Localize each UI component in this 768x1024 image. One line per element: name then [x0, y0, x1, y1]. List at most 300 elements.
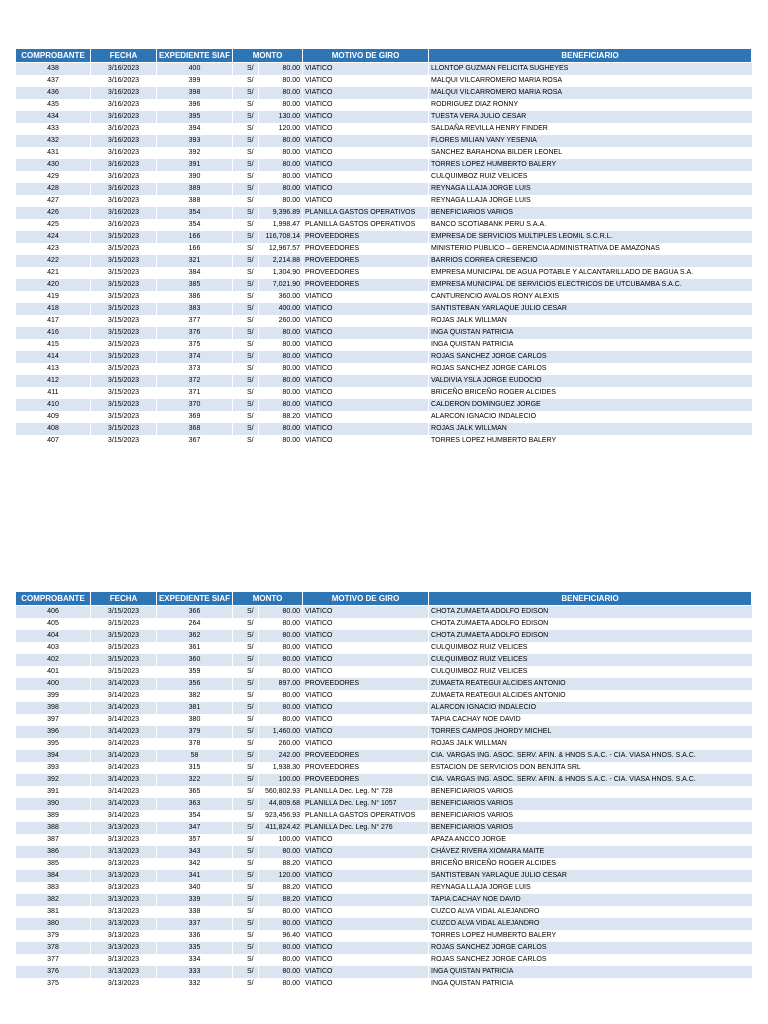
expediente-cell: 354 — [157, 810, 233, 822]
beneficiario-cell: REYNAGA LLAJA JORGE LUIS — [429, 882, 752, 894]
expediente-cell: 335 — [157, 942, 233, 954]
monto-cell: 9,396.89 — [259, 207, 303, 219]
comprobante-cell: 403 — [16, 642, 91, 654]
currency-cell: S/ — [233, 375, 259, 387]
expediente-cell: 374 — [157, 351, 233, 363]
monto-cell: 260.00 — [259, 315, 303, 327]
currency-cell: S/ — [233, 678, 259, 690]
monto-cell: 80.00 — [259, 75, 303, 87]
fecha-cell: 3/15/2023 — [91, 411, 157, 423]
motivo-cell: PROVEEDORES — [303, 231, 429, 243]
fecha-cell: 3/15/2023 — [91, 267, 157, 279]
fecha-cell: 3/13/2023 — [91, 870, 157, 882]
monto-cell: 1,998.47 — [259, 219, 303, 231]
expediente-cell: 354 — [157, 207, 233, 219]
fecha-cell: 3/16/2023 — [91, 99, 157, 111]
monto-cell: 260.00 — [259, 738, 303, 750]
currency-cell: S/ — [233, 195, 259, 207]
motivo-cell: VIATICO — [303, 75, 429, 87]
fecha-cell: 3/15/2023 — [91, 243, 157, 255]
table-row — [16, 159, 752, 171]
motivo-cell: VIATICO — [303, 111, 429, 123]
table-header-row — [16, 592, 752, 606]
table-row — [16, 906, 752, 918]
table-header-row — [16, 49, 752, 63]
table-row — [16, 147, 752, 159]
currency-cell: S/ — [233, 339, 259, 351]
comprobante-cell: 400 — [16, 678, 91, 690]
motivo-cell: PROVEEDORES — [303, 279, 429, 291]
comprobante-cell: 431 — [16, 147, 91, 159]
beneficiario-cell: MINISTERIO PUBLICO – GERENCIA ADMINISTRATIVA DE AMAZONAS — [429, 243, 752, 255]
table-row — [16, 231, 752, 243]
comprobante-cell: 424 — [16, 231, 91, 243]
comprobante-cell: 393 — [16, 762, 91, 774]
table-row — [16, 942, 752, 954]
beneficiario-cell: INGA QUISTAN PATRICIA — [429, 966, 752, 978]
expediente-cell: 343 — [157, 846, 233, 858]
comprobante-cell: 387 — [16, 834, 91, 846]
currency-cell: S/ — [233, 630, 259, 642]
table-row — [16, 618, 752, 630]
beneficiario-cell: BANCO SCOTIABANK PERU S.A.A. — [429, 219, 752, 231]
expediente-cell: 382 — [157, 690, 233, 702]
currency-cell: S/ — [233, 690, 259, 702]
table-row — [16, 762, 752, 774]
currency-cell: S/ — [233, 882, 259, 894]
monto-cell: 80.00 — [259, 327, 303, 339]
motivo-cell: VIATICO — [303, 315, 429, 327]
expediente-cell: 366 — [157, 606, 233, 619]
currency-cell: S/ — [233, 207, 259, 219]
monto-cell: 80.00 — [259, 630, 303, 642]
currency-cell: S/ — [233, 219, 259, 231]
fecha-cell: 3/13/2023 — [91, 822, 157, 834]
monto-cell: 897.00 — [259, 678, 303, 690]
fecha-cell: 3/13/2023 — [91, 918, 157, 930]
fecha-cell: 3/15/2023 — [91, 339, 157, 351]
fecha-cell: 3/15/2023 — [91, 606, 157, 619]
comprobante-cell: 406 — [16, 606, 91, 619]
motivo-cell: VIATICO — [303, 702, 429, 714]
expediente-cell: 321 — [157, 255, 233, 267]
table-row — [16, 243, 752, 255]
comprobante-cell: 382 — [16, 894, 91, 906]
col-beneficiario-header: BENEFICIARIO — [429, 49, 752, 63]
table-row — [16, 966, 752, 978]
comprobante-cell: 419 — [16, 291, 91, 303]
motivo-cell: VIATICO — [303, 423, 429, 435]
beneficiario-cell: EMPRESA DE SERVICIOS MULTIPLES LEOMIL S.C.R.L. — [429, 231, 752, 243]
monto-cell: 80.00 — [259, 702, 303, 714]
beneficiario-cell: CULQUIMBOZ RUIZ VELICES — [429, 642, 752, 654]
expediente-cell: 166 — [157, 231, 233, 243]
expediente-cell: 359 — [157, 666, 233, 678]
expediente-cell: 356 — [157, 678, 233, 690]
expediente-cell: 370 — [157, 399, 233, 411]
motivo-cell: VIATICO — [303, 954, 429, 966]
comprobante-cell: 397 — [16, 714, 91, 726]
fecha-cell: 3/14/2023 — [91, 738, 157, 750]
fecha-cell: 3/16/2023 — [91, 219, 157, 231]
giros-table-1 — [15, 48, 752, 447]
monto-cell: 80.00 — [259, 99, 303, 111]
table-row — [16, 207, 752, 219]
motivo-cell: PLANILLA Dec. Leg. N° 728 — [303, 786, 429, 798]
fecha-cell: 3/15/2023 — [91, 291, 157, 303]
beneficiario-cell: INGA QUISTAN PATRICIA — [429, 978, 752, 990]
comprobante-cell: 414 — [16, 351, 91, 363]
fecha-cell: 3/14/2023 — [91, 774, 157, 786]
currency-cell: S/ — [233, 435, 259, 447]
monto-cell: 80.00 — [259, 171, 303, 183]
table-row — [16, 135, 752, 147]
fecha-cell: 3/13/2023 — [91, 846, 157, 858]
monto-cell: 44,809.68 — [259, 798, 303, 810]
expediente-cell: 354 — [157, 219, 233, 231]
monto-cell: 1,460.00 — [259, 726, 303, 738]
comprobante-cell: 425 — [16, 219, 91, 231]
currency-cell: S/ — [233, 243, 259, 255]
beneficiario-cell: CALDERON DOMINGUEZ JORGE — [429, 399, 752, 411]
motivo-cell: VIATICO — [303, 183, 429, 195]
fecha-cell: 3/14/2023 — [91, 750, 157, 762]
currency-cell: S/ — [233, 111, 259, 123]
currency-cell: S/ — [233, 942, 259, 954]
currency-cell: S/ — [233, 966, 259, 978]
motivo-cell: PLANILLA Dec. Leg. N° 276 — [303, 822, 429, 834]
table-row — [16, 738, 752, 750]
currency-cell: S/ — [233, 834, 259, 846]
table-row — [16, 666, 752, 678]
monto-cell: 80.00 — [259, 942, 303, 954]
beneficiario-cell: LLONTOP GUZMAN FELICITA SUGHEYES — [429, 63, 752, 76]
motivo-cell: VIATICO — [303, 918, 429, 930]
fecha-cell: 3/15/2023 — [91, 399, 157, 411]
expediente-cell: 166 — [157, 243, 233, 255]
beneficiario-cell: APAZA ANCCO JORGE — [429, 834, 752, 846]
table-row — [16, 219, 752, 231]
comprobante-cell: 404 — [16, 630, 91, 642]
motivo-cell: PROVEEDORES — [303, 678, 429, 690]
fecha-cell: 3/16/2023 — [91, 135, 157, 147]
expediente-cell: 390 — [157, 171, 233, 183]
expediente-cell: 383 — [157, 303, 233, 315]
table-row — [16, 978, 752, 990]
comprobante-cell: 421 — [16, 267, 91, 279]
table-row — [16, 303, 752, 315]
fecha-cell: 3/15/2023 — [91, 279, 157, 291]
beneficiario-cell: MALQUI VILCARROMERO MARIA ROSA — [429, 75, 752, 87]
comprobante-cell: 409 — [16, 411, 91, 423]
comprobante-cell: 422 — [16, 255, 91, 267]
fecha-cell: 3/16/2023 — [91, 195, 157, 207]
col-comprobante-header: COMPROBANTE — [16, 592, 91, 606]
monto-cell: 1,304.90 — [259, 267, 303, 279]
table-row — [16, 375, 752, 387]
comprobante-cell: 437 — [16, 75, 91, 87]
beneficiario-cell: BENEFICIARIOS VARIOS — [429, 822, 752, 834]
comprobante-cell: 381 — [16, 906, 91, 918]
comprobante-cell: 377 — [16, 954, 91, 966]
motivo-cell: VIATICO — [303, 654, 429, 666]
fecha-cell: 3/15/2023 — [91, 327, 157, 339]
motivo-cell: VIATICO — [303, 195, 429, 207]
table-row — [16, 87, 752, 99]
motivo-cell: VIATICO — [303, 87, 429, 99]
expediente-cell: 386 — [157, 291, 233, 303]
monto-cell: 120.00 — [259, 123, 303, 135]
expediente-cell: 333 — [157, 966, 233, 978]
beneficiario-cell: CIA. VARGAS ING. ASOC. SERV. AFIN. & HNOS S.A.C. - CIA. VIASA HNOS. S.A.C. — [429, 750, 752, 762]
currency-cell: S/ — [233, 762, 259, 774]
comprobante-cell: 413 — [16, 363, 91, 375]
beneficiario-cell: EMPRESA MUNICIPAL DE SERVICIOS ELECTRICOS DE UTCUBAMBA S.A.C. — [429, 279, 752, 291]
monto-cell: 80.00 — [259, 351, 303, 363]
monto-cell: 80.00 — [259, 918, 303, 930]
currency-cell: S/ — [233, 75, 259, 87]
motivo-cell: VIATICO — [303, 303, 429, 315]
table-body — [16, 63, 752, 448]
expediente-cell: 380 — [157, 714, 233, 726]
expediente-cell: 58 — [157, 750, 233, 762]
monto-cell: 80.00 — [259, 87, 303, 99]
currency-cell: S/ — [233, 87, 259, 99]
comprobante-cell: 399 — [16, 690, 91, 702]
comprobante-cell: 417 — [16, 315, 91, 327]
comprobante-cell: 398 — [16, 702, 91, 714]
expediente-cell: 341 — [157, 870, 233, 882]
currency-cell: S/ — [233, 183, 259, 195]
beneficiario-cell: ROJAS JALK WILLMAN — [429, 738, 752, 750]
motivo-cell: VIATICO — [303, 738, 429, 750]
table-row — [16, 630, 752, 642]
currency-cell: S/ — [233, 411, 259, 423]
motivo-cell: VIATICO — [303, 99, 429, 111]
beneficiario-cell: CUZCO ALVA VIDAL ALEJANDRO — [429, 906, 752, 918]
beneficiario-cell: ROJAS JALK WILLMAN — [429, 423, 752, 435]
currency-cell: S/ — [233, 147, 259, 159]
currency-cell: S/ — [233, 618, 259, 630]
fecha-cell: 3/13/2023 — [91, 858, 157, 870]
fecha-cell: 3/15/2023 — [91, 363, 157, 375]
currency-cell: S/ — [233, 606, 259, 619]
beneficiario-cell: BENEFICIARIOS VARIOS — [429, 798, 752, 810]
expediente-cell: 384 — [157, 267, 233, 279]
col-fecha-header: FECHA — [91, 592, 157, 606]
monto-cell: 80.00 — [259, 147, 303, 159]
comprobante-cell: 386 — [16, 846, 91, 858]
motivo-cell: VIATICO — [303, 291, 429, 303]
expediente-cell: 362 — [157, 630, 233, 642]
monto-cell: 1,938.30 — [259, 762, 303, 774]
comprobante-cell: 412 — [16, 375, 91, 387]
motivo-cell: VIATICO — [303, 363, 429, 375]
currency-cell: S/ — [233, 846, 259, 858]
beneficiario-cell: SANTISTEBAN YARLAQUE JULIO CESAR — [429, 870, 752, 882]
comprobante-cell: 384 — [16, 870, 91, 882]
beneficiario-cell: TAPIA CACHAY NOE DAVID — [429, 894, 752, 906]
monto-cell: 80.00 — [259, 63, 303, 76]
monto-cell: 96.40 — [259, 930, 303, 942]
expediente-cell: 264 — [157, 618, 233, 630]
beneficiario-cell: TORRES LOPEZ HUMBERTO BALERY — [429, 159, 752, 171]
comprobante-cell: 390 — [16, 798, 91, 810]
table-row — [16, 918, 752, 930]
table-row — [16, 954, 752, 966]
comprobante-cell: 426 — [16, 207, 91, 219]
table-row — [16, 111, 752, 123]
fecha-cell: 3/16/2023 — [91, 207, 157, 219]
table-row — [16, 99, 752, 111]
comprobante-cell: 407 — [16, 435, 91, 447]
expediente-cell: 376 — [157, 327, 233, 339]
beneficiario-cell: CULQUIMBOZ RUIZ VELICES — [429, 666, 752, 678]
beneficiario-cell: TORRES CAMPOS JHORDY MICHEL — [429, 726, 752, 738]
expediente-cell: 368 — [157, 423, 233, 435]
fecha-cell: 3/15/2023 — [91, 231, 157, 243]
monto-cell: 80.00 — [259, 906, 303, 918]
currency-cell: S/ — [233, 858, 259, 870]
beneficiario-cell: TAPIA CACHAY NOE DAVID — [429, 714, 752, 726]
comprobante-cell: 375 — [16, 978, 91, 990]
motivo-cell: PROVEEDORES — [303, 267, 429, 279]
monto-cell: 100.00 — [259, 774, 303, 786]
monto-cell: 80.00 — [259, 618, 303, 630]
table-row — [16, 195, 752, 207]
comprobante-cell: 416 — [16, 327, 91, 339]
monto-cell: 80.00 — [259, 159, 303, 171]
table-row — [16, 267, 752, 279]
currency-cell: S/ — [233, 135, 259, 147]
currency-cell: S/ — [233, 918, 259, 930]
beneficiario-cell: CHÁVEZ RIVERA XIOMARA MAITE — [429, 846, 752, 858]
beneficiario-cell: CHOTA ZUMAETA ADOLFO EDISON — [429, 630, 752, 642]
currency-cell: S/ — [233, 123, 259, 135]
motivo-cell: VIATICO — [303, 606, 429, 619]
comprobante-cell: 435 — [16, 99, 91, 111]
monto-cell: 400.00 — [259, 303, 303, 315]
table-row — [16, 642, 752, 654]
motivo-cell: VIATICO — [303, 906, 429, 918]
expediente-cell: 340 — [157, 882, 233, 894]
monto-cell: 88.20 — [259, 858, 303, 870]
monto-cell: 80.00 — [259, 363, 303, 375]
expediente-cell: 388 — [157, 195, 233, 207]
comprobante-cell: 411 — [16, 387, 91, 399]
beneficiario-cell: BRICEÑO BRICEÑO ROGER ALCIDES — [429, 387, 752, 399]
beneficiario-cell: EMPRESA MUNICIPAL DE AGUA POTABLE Y ALCANTARILLADO DE BAGUA S.A. — [429, 267, 752, 279]
expediente-cell: 365 — [157, 786, 233, 798]
expediente-cell: 339 — [157, 894, 233, 906]
table-row — [16, 171, 752, 183]
currency-cell: S/ — [233, 255, 259, 267]
monto-cell: 242.00 — [259, 750, 303, 762]
col-fecha-header: FECHA — [91, 49, 157, 63]
table-row — [16, 834, 752, 846]
comprobante-cell: 438 — [16, 63, 91, 76]
currency-cell: S/ — [233, 810, 259, 822]
motivo-cell: PROVEEDORES — [303, 762, 429, 774]
beneficiario-cell: ZUMAETA REATEGUI ALCIDES ANTONIO — [429, 678, 752, 690]
monto-cell: 411,824.42 — [259, 822, 303, 834]
motivo-cell: VIATICO — [303, 147, 429, 159]
expediente-cell: 392 — [157, 147, 233, 159]
comprobante-cell: 418 — [16, 303, 91, 315]
motivo-cell: PROVEEDORES — [303, 243, 429, 255]
expediente-cell: 347 — [157, 822, 233, 834]
motivo-cell: VIATICO — [303, 159, 429, 171]
currency-cell: S/ — [233, 798, 259, 810]
comprobante-cell: 430 — [16, 159, 91, 171]
col-expediente-header: EXPEDIENTE SIAF — [157, 592, 233, 606]
table-row — [16, 63, 752, 76]
table-row — [16, 183, 752, 195]
currency-cell: S/ — [233, 399, 259, 411]
expediente-cell: 369 — [157, 411, 233, 423]
motivo-cell: VIATICO — [303, 966, 429, 978]
monto-cell: 80.00 — [259, 966, 303, 978]
comprobante-cell: 432 — [16, 135, 91, 147]
expediente-cell: 357 — [157, 834, 233, 846]
comprobante-cell: 379 — [16, 930, 91, 942]
table-row — [16, 654, 752, 666]
fecha-cell: 3/13/2023 — [91, 942, 157, 954]
monto-cell: 80.00 — [259, 135, 303, 147]
currency-cell: S/ — [233, 930, 259, 942]
monto-cell: 80.00 — [259, 399, 303, 411]
motivo-cell: VIATICO — [303, 870, 429, 882]
table-row — [16, 858, 752, 870]
fecha-cell: 3/16/2023 — [91, 111, 157, 123]
motivo-cell: VIATICO — [303, 399, 429, 411]
fecha-cell: 3/16/2023 — [91, 63, 157, 76]
fecha-cell: 3/15/2023 — [91, 387, 157, 399]
motivo-cell: VIATICO — [303, 327, 429, 339]
monto-cell: 116,708.14 — [259, 231, 303, 243]
fecha-cell: 3/14/2023 — [91, 690, 157, 702]
table-row — [16, 399, 752, 411]
table-row — [16, 387, 752, 399]
fecha-cell: 3/15/2023 — [91, 255, 157, 267]
col-monto-header: MONTO — [233, 592, 303, 606]
table-row — [16, 894, 752, 906]
comprobante-cell: 395 — [16, 738, 91, 750]
currency-cell: S/ — [233, 906, 259, 918]
comprobante-cell: 391 — [16, 786, 91, 798]
monto-cell: 360.00 — [259, 291, 303, 303]
col-motivo-header: MOTIVO DE GIRO — [303, 49, 429, 63]
fecha-cell: 3/16/2023 — [91, 123, 157, 135]
currency-cell: S/ — [233, 363, 259, 375]
comprobante-cell: 410 — [16, 399, 91, 411]
expediente-cell: 391 — [157, 159, 233, 171]
motivo-cell: PLANILLA GASTOS OPERATIVOS — [303, 219, 429, 231]
monto-cell: 80.00 — [259, 846, 303, 858]
motivo-cell: VIATICO — [303, 387, 429, 399]
table-row — [16, 774, 752, 786]
table-row — [16, 75, 752, 87]
beneficiario-cell: TORRES LOPEZ HUMBERTO BALERY — [429, 930, 752, 942]
currency-cell: S/ — [233, 726, 259, 738]
expediente-cell: 372 — [157, 375, 233, 387]
table-row — [16, 930, 752, 942]
monto-cell: 80.00 — [259, 195, 303, 207]
motivo-cell: VIATICO — [303, 666, 429, 678]
monto-cell: 2,214.88 — [259, 255, 303, 267]
currency-cell: S/ — [233, 822, 259, 834]
expediente-cell: 379 — [157, 726, 233, 738]
